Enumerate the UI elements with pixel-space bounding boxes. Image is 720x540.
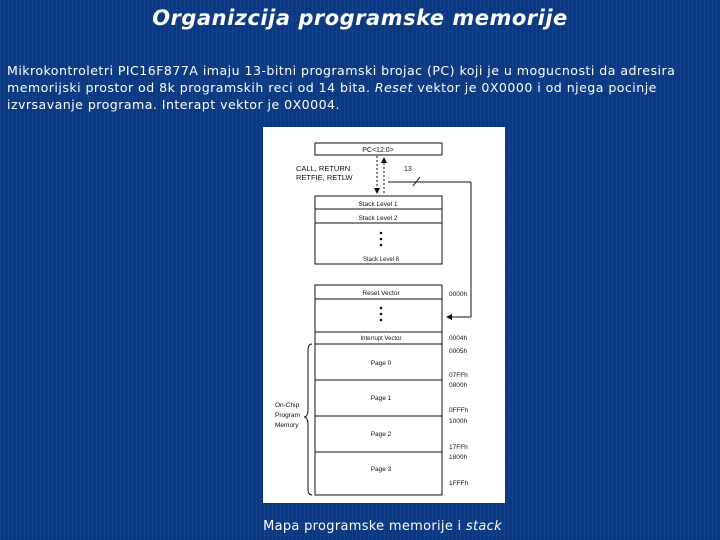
page-0-label: Page 0 (370, 360, 392, 367)
memory-map-diagram (263, 127, 505, 503)
bits-label: 13 (404, 166, 412, 173)
stack-level-8: Stack Level 8 (362, 257, 400, 263)
stack-dot-2 (380, 238, 383, 241)
stack-level-1: Stack Level 1 (358, 201, 398, 208)
program-memory-box (315, 285, 442, 495)
caption-italic: stack (465, 519, 502, 534)
addr-0000h: 0000h (449, 291, 468, 298)
addr-0800h: 0800h (449, 382, 468, 389)
addr-1000h: 1000h (449, 418, 468, 425)
slide-title: Organizcija programske memorije (152, 6, 568, 30)
call-return-label: CALL, RETURN (296, 164, 351, 173)
page-3-label: Page 3 (370, 466, 392, 473)
page-2-label: Page 2 (370, 431, 392, 438)
onchip-label-3: Memory (275, 422, 299, 429)
page-1-label: Page 1 (370, 395, 392, 402)
description-part-1: Mikrokontroletri PIC16F877A imaju 13-bitni programski brojac (PC) koji je u mogucnosti da adresira memorijski prostor od 8k programskih reci od 14 bita. (7, 63, 676, 95)
mem-dot-3 (380, 319, 383, 322)
addr-1800h: 1800h (449, 454, 468, 461)
stack-dot-3 (380, 244, 383, 247)
retfie-retlw-label: RETFIE, RETLW (296, 173, 353, 182)
addr-0fffh: 0FFFh (449, 407, 469, 414)
stack-dot-1 (380, 232, 383, 235)
addr-0004h: 0004h (449, 335, 468, 342)
mem-dot-2 (380, 313, 383, 316)
addr-0005h: 0005h (449, 348, 468, 355)
caption-text: Mapa programske memorije i (263, 519, 466, 534)
onchip-label-1: On-Chip (275, 402, 300, 409)
reset-word: Reset (374, 80, 413, 95)
description-part-2: vektor je 0X0000 i od njega pocinje izvrsavanje programa. Interapt vektor je 0X0004. (7, 80, 657, 112)
addr-07ffh: 07FFh (449, 372, 468, 379)
description-paragraph (7, 62, 715, 113)
pc-label: PC<12:0> (362, 147, 394, 154)
mem-dot-1 (380, 307, 383, 310)
reset-vector-label: Reset Vector (362, 290, 400, 297)
figure-caption (0, 519, 720, 534)
stack-level-2: Stack Level 2 (358, 215, 398, 222)
onchip-brace (304, 344, 312, 495)
interrupt-vector-label: Interrupt Vector (360, 336, 402, 342)
onchip-label-2: Program (275, 412, 300, 419)
addr-17ffh: 17FFh (449, 444, 468, 451)
addr-1fffh: 1FFFh (449, 480, 469, 487)
memory-map-figure (263, 127, 505, 503)
